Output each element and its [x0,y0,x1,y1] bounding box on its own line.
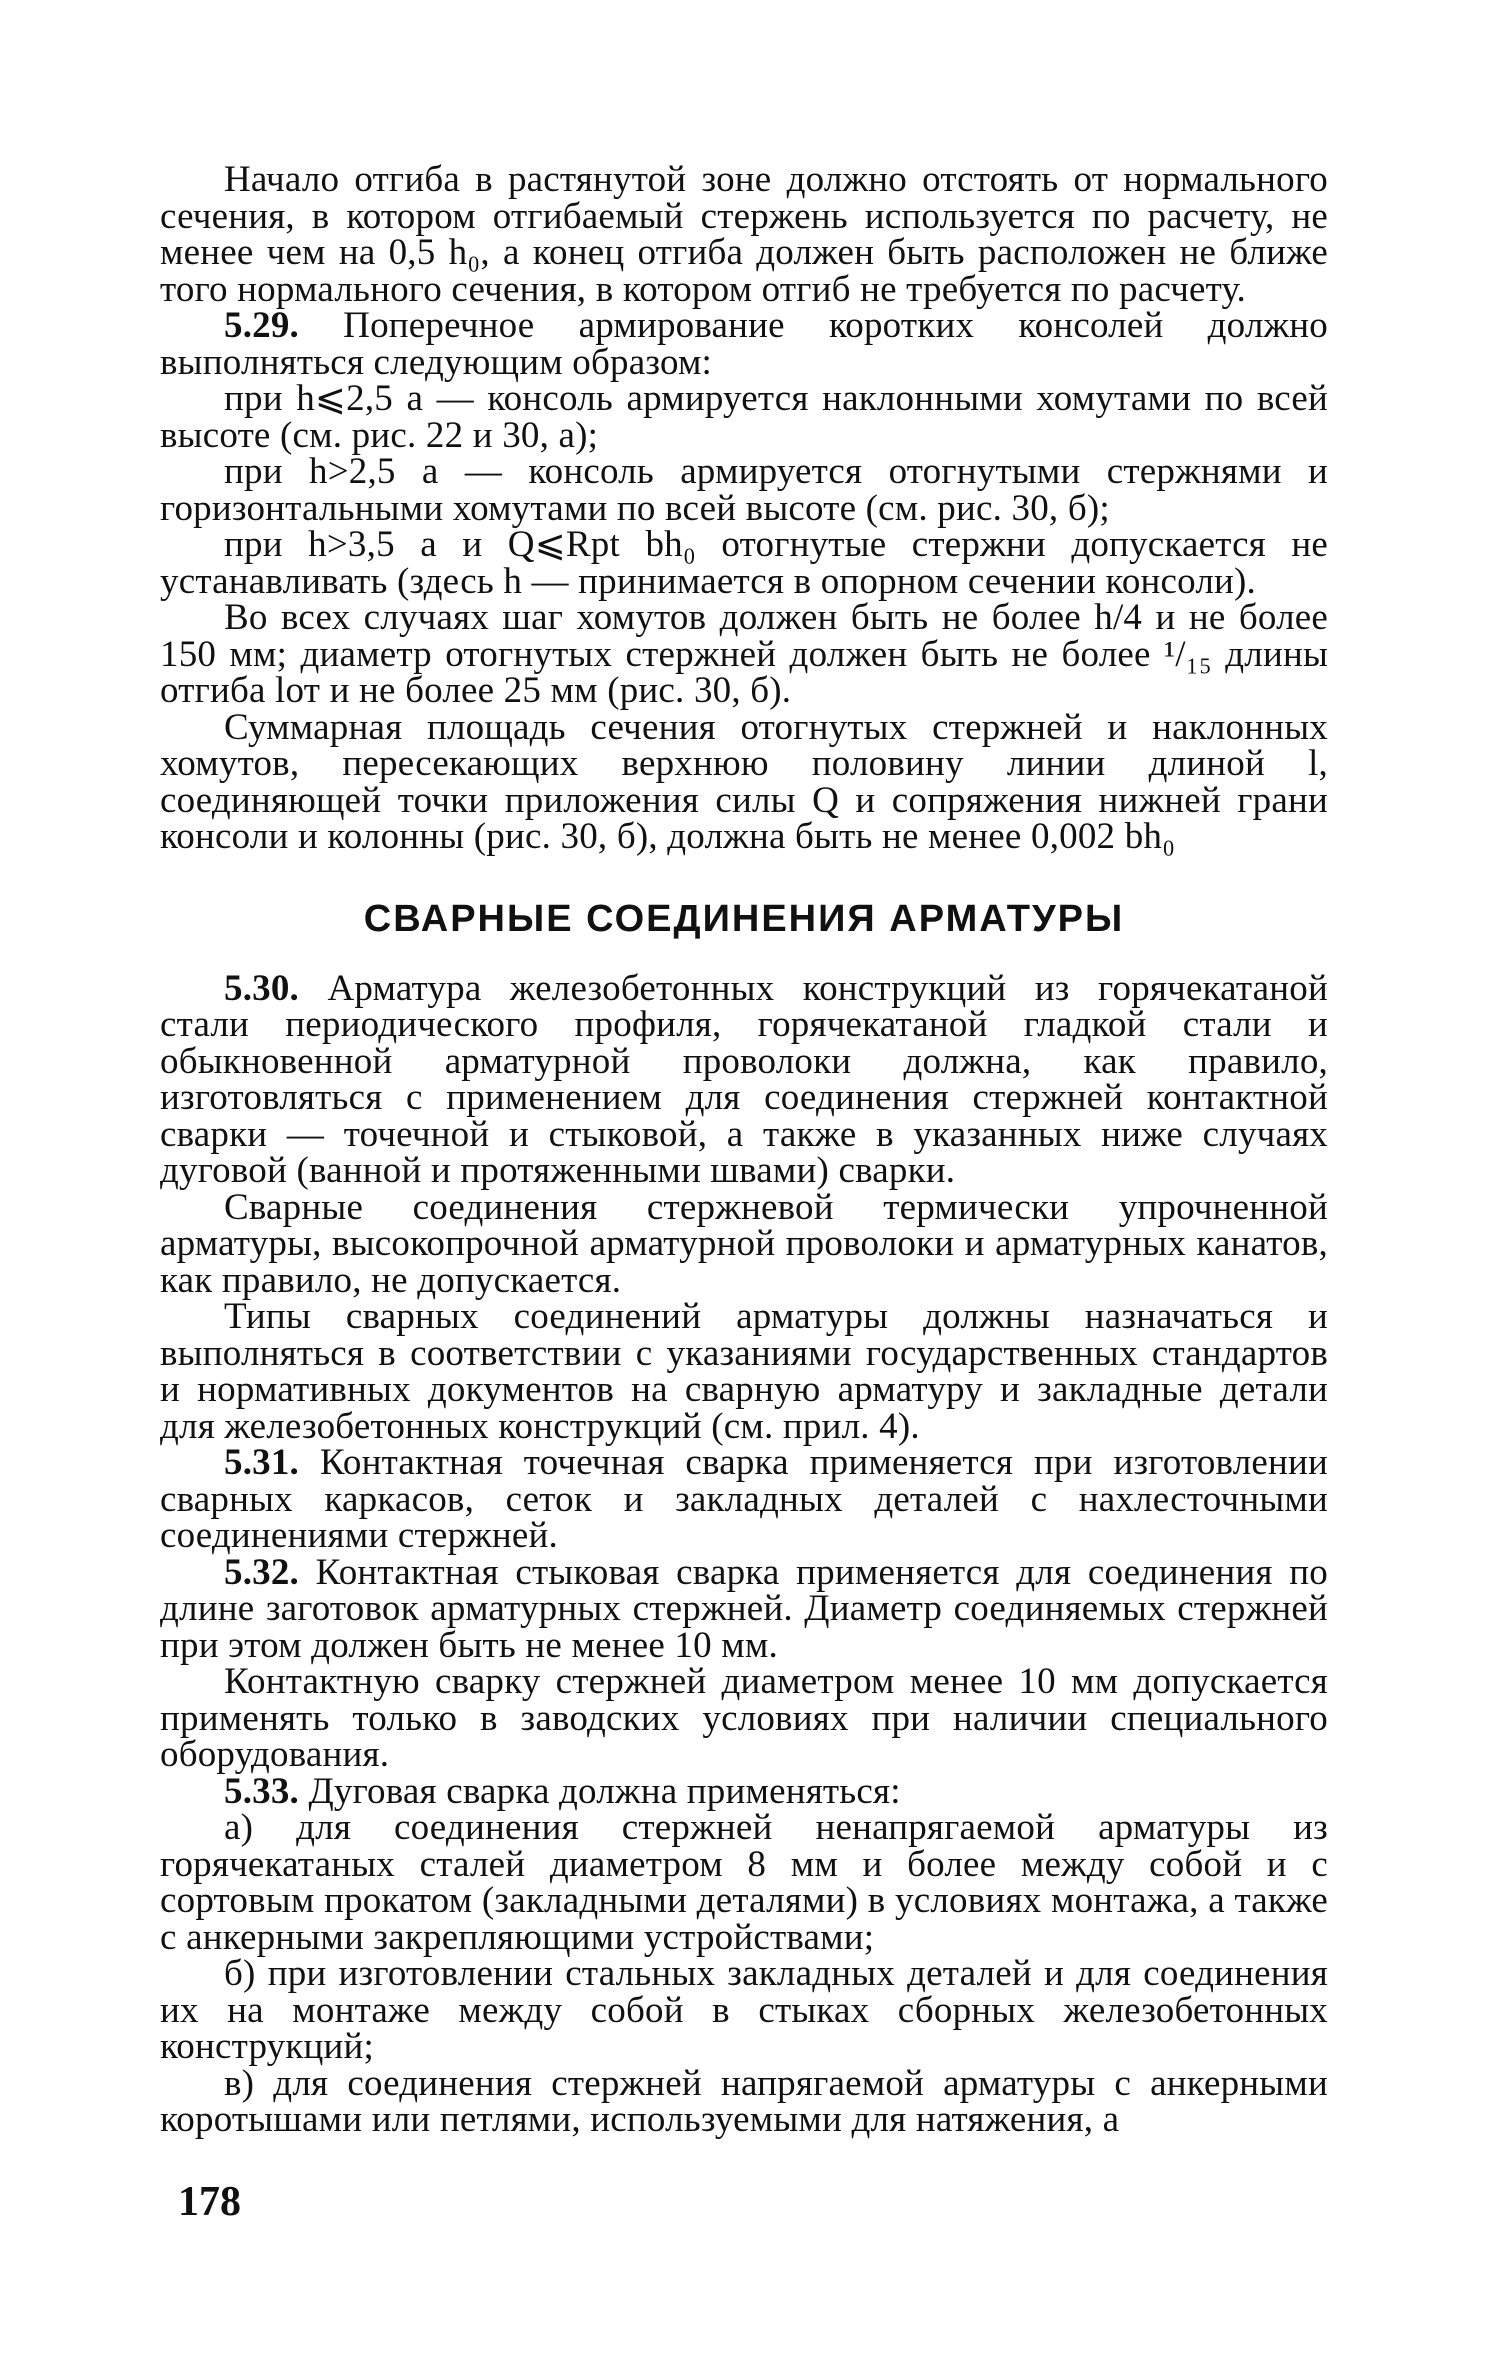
paragraph: б) при изготовлении стальных закладных деталей и для соединения их на монтаже между собой в стыках сборных железобетонных конструкций; [160,1953,1328,2067]
paragraph: 5.32. Контактная стыковая сварка применяется для соединения по длине заготовок арматурных стержней. Диаметр соединяемых стержней при этом должен быть не менее 10 мм. [160,1551,1328,1666]
section-top [160,159,1328,857]
paragraph: 5.30. Арматура железобетонных конструкций из горячекатаной стали периодического профиля, горячекатаной гладкой стали и обыкновенной арматурной проволоки должна, как правило, изготовляться с применением для соединения стержней контактной сварки — точечной и стыковой, а также в указанных ниже случаях дуговой (ванной и протяженными швами) сварки. [160,967,1328,1191]
paragraph: Суммарная площадь сечения отогнутых стержней и наклонных хомутов, пересекающих верхнюю половину линии длиной l, соединяющей точки приложения силы Q и сопряжения нижней грани консоли и колонны (рис. 30, б), должна быть не менее 0,002 bh₀ [160,706,1328,857]
section-bottom [160,967,1328,2140]
paragraph: 5.31. Контактная точечная сварка применяется при изготовлении сварных каркасов, сеток и закладных деталей с нахлесточными соединениями стержней. [160,1442,1328,1556]
section-heading: СВАРНЫЕ СОЕДИНЕНИЯ АРМАТУРЫ [363,897,1125,940]
paragraph: в) для соединения стержней напрягаемой арматуры с анкерными коротышами или петлями, используемыми для натяжения, а [160,2062,1328,2140]
page-number: 178 [178,2179,241,2225]
paragraph: а) для соединения стержней ненапрягаемой арматуры из горячекатаных сталей диаметром 8 мм и более между собой и с сортовым прокатом (закладными деталями) в условиях монтажа, а также с анкерными закрепляющими устройствами; [160,1807,1328,1958]
paragraph: 5.33. Дуговая сварка должна применяться: [224,1770,901,1812]
paragraph: 5.29. Поперечное армирование коротких консолей должно выполняться следующим образом: [160,305,1328,383]
paragraph: Начало отгиба в растянутой зоне должно отстоять от нормального сечения, в котором отгибаемый стержень используется по расчету, не менее чем на 0,5 h₀, а конец отгиба должен быть расположен не ближе того нормального сечения, в котором отгиб не требуется по расчету. [160,159,1328,310]
paragraph: при h>2,5 a — консоль армируется отогнутыми стержнями и горизонтальными хомутами по всей высоте (см. рис. 30, б); [160,451,1328,529]
paragraph: при h⩽2,5 a — консоль армируется наклонными хомутами по всей высоте (см. рис. 22 и 30, а); [160,378,1328,456]
paragraph: Типы сварных соединений арматуры должны назначаться и выполняться в соответствии с указаниями государственных стандартов и нормативных документов на сварную арматуру и закладные детали для железобетонных конструкций (см. прил. 4). [160,1296,1328,1447]
paragraph: Во всех случаях шаг хомутов должен быть не более h/4 и не более 150 мм; диаметр отогнутых стержней должен быть не более ¹/₁₅ длины отгиба lот и не более 25 мм (рис. 30, б). [160,597,1328,711]
paragraph: Сварные соединения стержневой термически упрочненной арматуры, высокопрочной арматурной проволоки и арматурных канатов, как правило, не допускается. [160,1186,1328,1301]
paragraph: при h>3,5 a и Q⩽Rpt bh₀ отогнутые стержни допускается не устанавливать (здесь h — принимается в опорном сечении консоли). [160,524,1328,602]
paragraph: Контактную сварку стержней диаметром менее 10 мм допускается применять только в заводских условиях при наличии специального оборудования. [160,1661,1328,1775]
page-body [160,159,1328,2140]
